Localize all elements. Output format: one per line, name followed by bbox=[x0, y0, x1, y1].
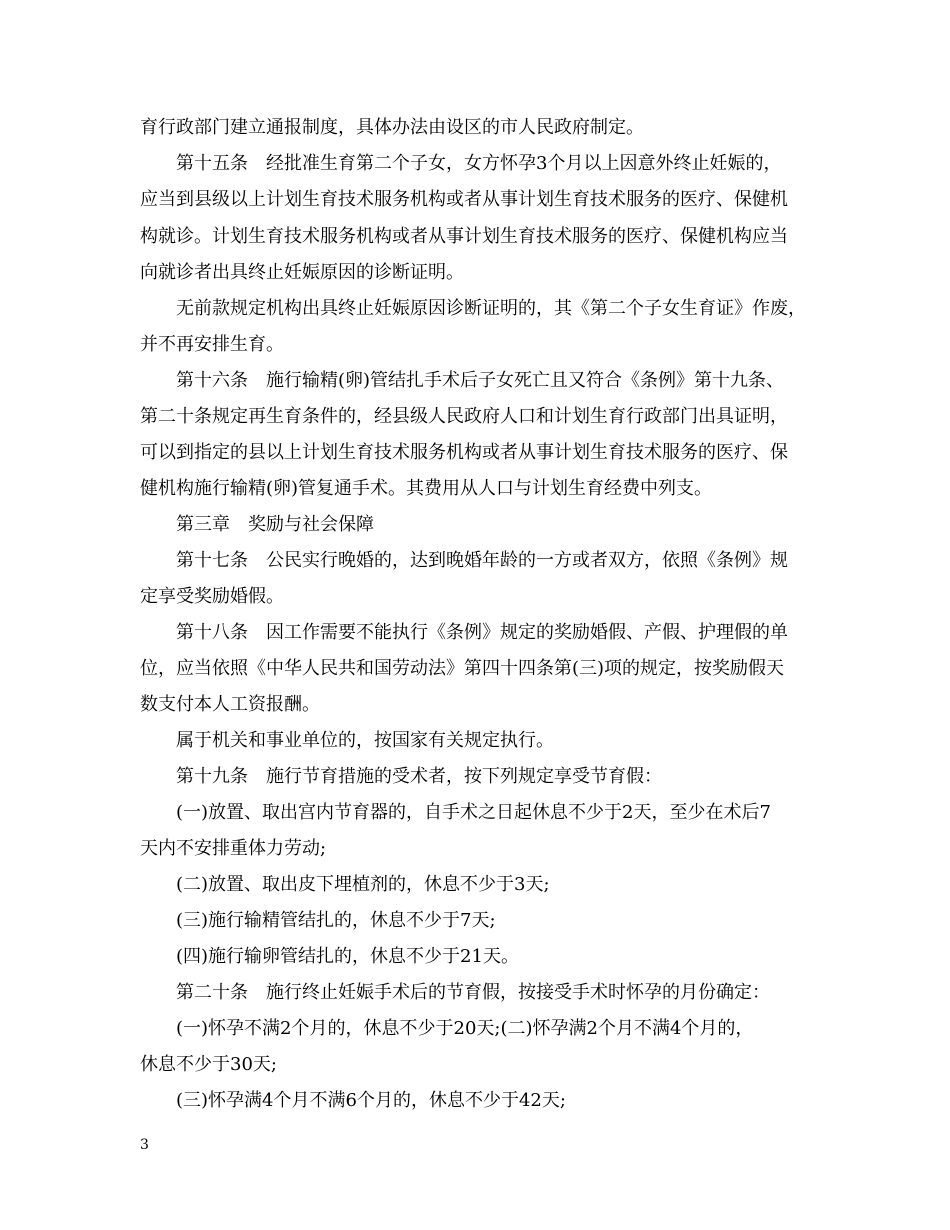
body-line: 位，应当依照《中华人民共和国劳动法》第四十四条第(三)项的规定，按奖励假天 bbox=[140, 658, 785, 679]
body-line: 并不再安排生育。 bbox=[140, 334, 284, 355]
body-line: 构就诊。计划生育技术服务机构或者从事计划生育技术服务的医疗、保健机构应当 bbox=[140, 226, 788, 247]
article-20-heading-line: 第二十条 施行终止妊娠手术后的节育假，按接受手术时怀孕的月份确定： bbox=[176, 982, 770, 1003]
body-line: 定享受奖励婚假。 bbox=[140, 586, 284, 607]
list-item-line: (四)施行输卵管结扎的，休息不少于21天。 bbox=[176, 946, 519, 967]
list-item-line: (三)施行输精管结扎的，休息不少于7天; bbox=[176, 910, 496, 931]
article-17-heading-line: 第十七条 公民实行晚婚的，达到晚婚年龄的一方或者双方，依照《条例》规 bbox=[176, 550, 788, 571]
list-item-line: (一)放置、取出宫内节育器的，自手术之日起休息不少于2天，至少在术后7 bbox=[176, 802, 771, 823]
body-line: 育行政部门建立通报制度，具体办法由设区的市人民政府制定。 bbox=[140, 117, 644, 138]
body-line: 应当到县级以上计划生育技术服务机构或者从事计划生育技术服务的医疗、保健机 bbox=[140, 189, 788, 210]
article-16-heading-line: 第十六条 施行输精(卵)管结扎手术后子女死亡且又符合《条例》第十九条、 bbox=[176, 370, 785, 391]
page-number: 3 bbox=[140, 1137, 149, 1153]
body-line: 向就诊者出具终止妊娠原因的诊断证明。 bbox=[140, 262, 464, 283]
body-line: 可以到指定的县以上计划生育技术服务机构或者从事计划生育技术服务的医疗、保 bbox=[140, 442, 788, 463]
body-line: 休息不少于30天; bbox=[140, 1054, 277, 1075]
body-line: 天内不安排重体力劳动; bbox=[140, 838, 327, 859]
body-line: 健机构施行输精(卵)管复通手术。其费用从人口与计划生育经费中列支。 bbox=[140, 478, 713, 499]
article-15-heading-line: 第十五条 经批准生育第二个子女，女方怀孕3个月以上因意外终止妊娠的， bbox=[176, 153, 782, 174]
article-19-heading-line: 第十九条 施行节育措施的受术者，按下列规定享受节育假： bbox=[176, 766, 662, 787]
body-line: 无前款规定机构出具终止妊娠原因诊断证明的，其《第二个子女生育证》作废， bbox=[176, 298, 806, 319]
body-line: 数支付本人工资报酬。 bbox=[140, 694, 320, 715]
list-item-line: (一)怀孕不满2个月的，休息不少于20天;(二)怀孕满2个月不满4个月的， bbox=[176, 1018, 754, 1039]
body-line: 属于机关和事业单位的，按国家有关规定执行。 bbox=[176, 730, 554, 751]
body-line: 第二十条规定再生育条件的，经县级人民政府人口和计划生育行政部门出具证明， bbox=[140, 406, 788, 427]
chapter-heading: 第三章 奖励与社会保障 bbox=[176, 514, 374, 535]
article-18-heading-line: 第十八条 因工作需要不能执行《条例》规定的奖励婚假、产假、护理假的单 bbox=[176, 622, 788, 643]
list-item-line: (二)放置、取出皮下埋植剂的，休息不少于3天; bbox=[176, 874, 550, 895]
list-item-line: (三)怀孕满4个月不满6个月的，休息不少于42天; bbox=[176, 1090, 566, 1111]
